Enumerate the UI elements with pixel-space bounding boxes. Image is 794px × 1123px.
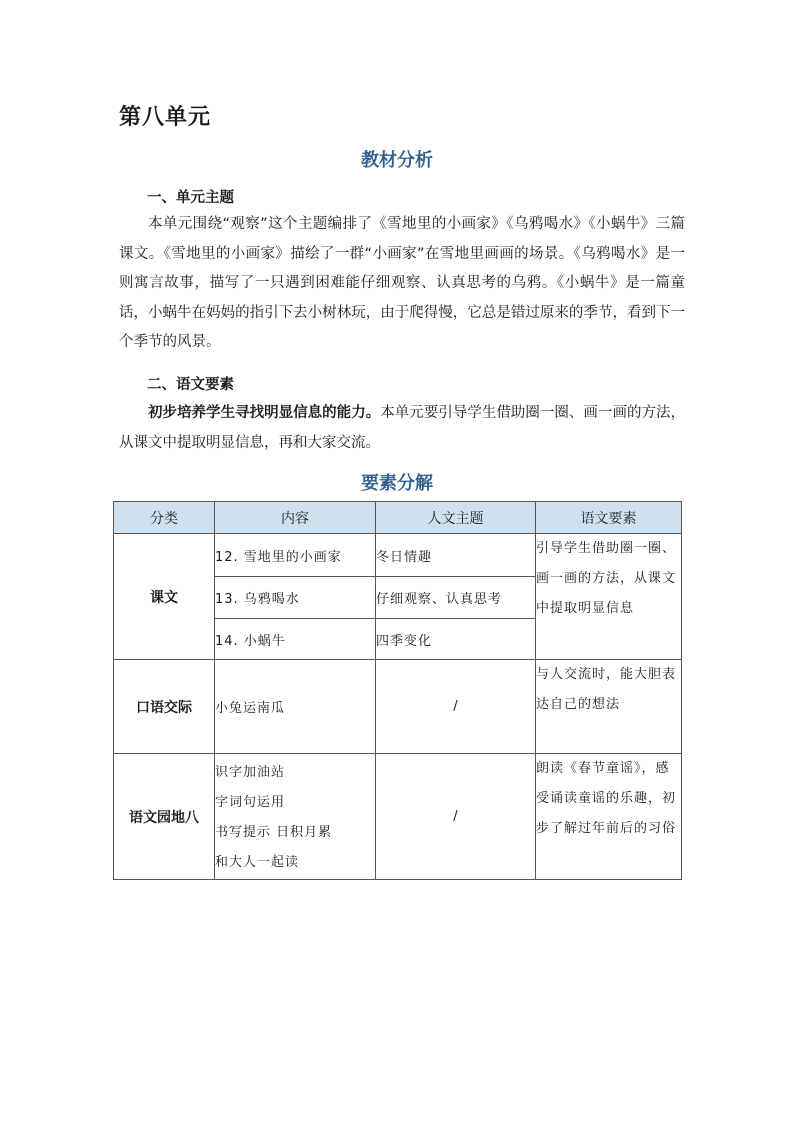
theme-cell: / [376, 660, 536, 754]
element-cell: 朗读《春节童谣》，感受诵读童谣的乐趣，初步了解过年前后的习俗 [536, 754, 682, 880]
table-row [114, 534, 682, 577]
content-cell [215, 754, 376, 880]
element-cell: 引导学生借助圈一圈、画一画的方法，从课文中提取明显信息 [536, 534, 682, 660]
header-element: 语文要素 [536, 502, 682, 534]
category-garden: 语文园地八 [114, 754, 215, 880]
analysis-title: 教材分析 [361, 150, 433, 171]
section1-heading: 一、单元主题 [147, 190, 234, 206]
section2-heading: 二、语文要素 [147, 377, 234, 393]
header-category: 分类 [114, 502, 215, 534]
theme-cell: 四季变化 [376, 619, 536, 660]
content-cell: 12. 雪地里的小画家 [215, 534, 376, 577]
list-item: 识字加油站 [215, 765, 286, 780]
table-row [114, 660, 682, 754]
category-oral: 口语交际 [114, 660, 215, 754]
theme-cell: / [376, 754, 536, 880]
header-content: 内容 [215, 502, 376, 534]
elements-table [113, 501, 682, 880]
section2-bold: 初步培养学生寻找明显信息的能力。 [148, 405, 381, 421]
unit-title: 第八单元 [119, 105, 212, 130]
theme-cell: 仔细观察、认真思考 [376, 577, 536, 619]
theme-cell: 冬日情趣 [376, 534, 536, 577]
list-item: 和大人一起读 [215, 855, 300, 870]
content-cell: 小兔运南瓜 [215, 660, 376, 754]
section2-paragraph [119, 399, 685, 458]
list-item: 书写提示 日积月累 [215, 825, 333, 840]
list-item: 字词句运用 [215, 795, 286, 810]
content-cell: 14. 小蜗牛 [215, 619, 376, 660]
content-cell: 13. 乌鸦喝水 [215, 577, 376, 619]
section1-paragraph: 本单元围绕“观察”这个主题编排了《雪地里的小画家》《乌鸦喝水》《小蜗牛》三篇课文。《雪地里的小画家》描绘了一群“小画家”在雪地里画画的场景。《乌鸦喝水》是一则寓言故事，描写了一只遇到困难能仔细观察、认真思考的乌鸦。《小蜗牛》是一篇童话，小蜗牛在妈妈的指引下去小树林玩，由于爬得慢，它总是错过原来的季节，看到下一个季节的风景。 [119, 216, 685, 350]
table-row [114, 754, 682, 880]
header-theme: 人文主题 [376, 502, 536, 534]
table-header-row [114, 502, 682, 534]
element-cell: 与人交流时，能大胆表达自己的想法 [536, 660, 682, 754]
breakdown-title: 要素分解 [361, 473, 433, 494]
category-kewen: 课文 [114, 534, 215, 660]
section2-text: 本单元要引导学生借助圈一圈、画一画的方法，从课文中提取明显信息，再和大家交流。 [119, 405, 686, 451]
